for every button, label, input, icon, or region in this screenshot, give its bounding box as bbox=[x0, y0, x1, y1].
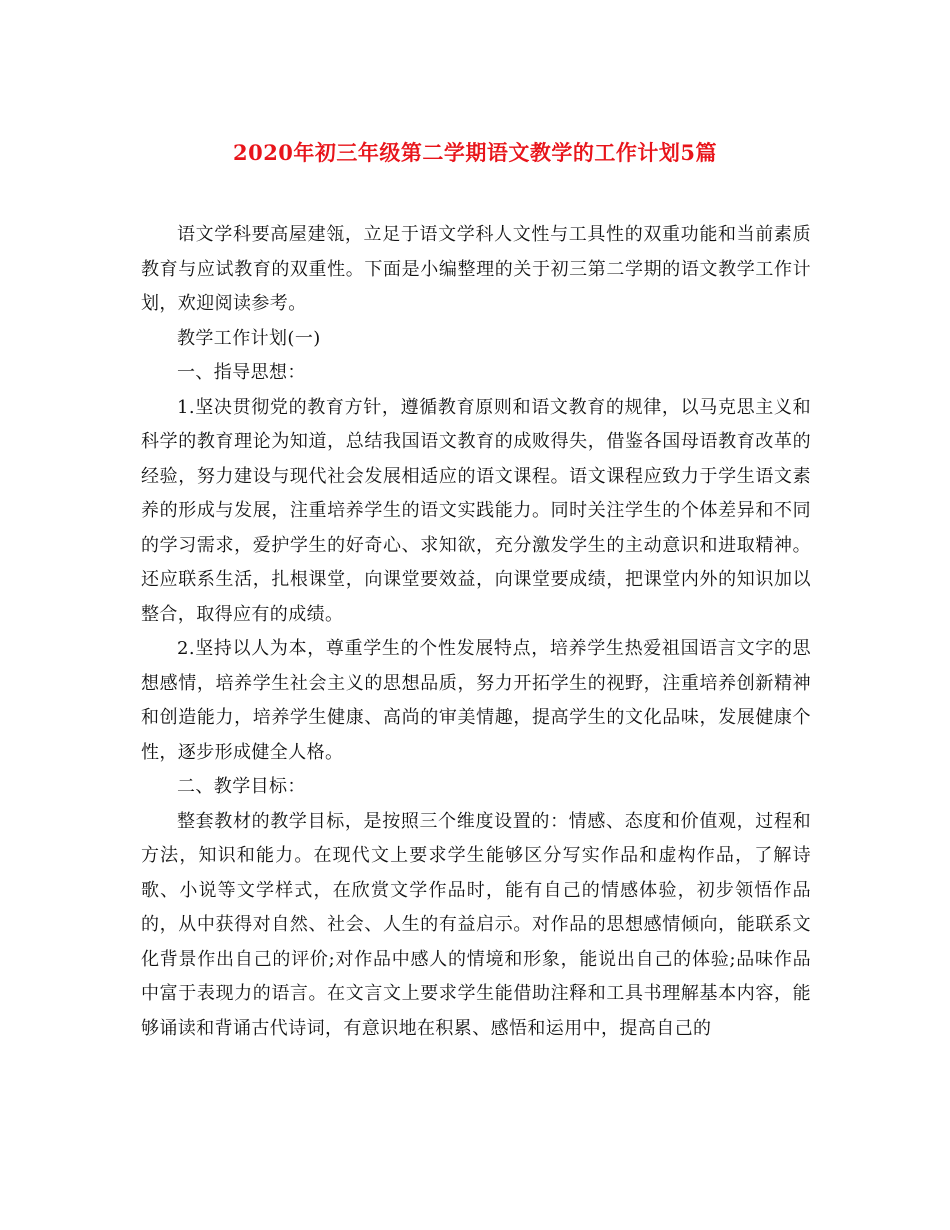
document-title: 2020年初三年级第二学期语文教学的工作计划5篇 bbox=[232, 140, 718, 165]
paragraph-point-1: 1.坚决贯彻党的教育方针，遵循教育原则和语文教育的规律，以马克思主义和科学的教育理论为知道，总结我国语文教育的成败得失，借鉴各国母语教育改革的经验，努力建设与现代社会发展相适应的语文课程。语文课程应致力于学生语文素养的形成与发展，注重培养学生的语文实践能力。同时关注学生的个体差异和不同的学习需求，爱护学生的好奇心、求知欲，充分激发学生的主动意识和进取精神。还应联系生活，扎根课堂，向课堂要效益，向课堂要成绩，把课堂内外的知识加以整合，取得应有的成绩。 bbox=[141, 396, 811, 625]
section-heading-guiding-thought: 一、指导思想： bbox=[177, 362, 306, 383]
document-body bbox=[141, 218, 811, 1046]
paragraph-point-2: 2.坚持以人为本，尊重学生的个性发展特点，培养学生热爱祖国语言文字的思想感情，培养学生社会主义的思想品质，努力开拓学生的视野，注重培养创新精神和创造能力，培养学生健康、高尚的审美情趣，提高学生的文化品味，发展健康个性，逐步形成健全人格。 bbox=[141, 638, 811, 763]
paragraph-teaching-goals: 整套教材的教学目标，是按照三个维度设置的：情感、态度和价值观，过程和方法，知识和能力。在现代文上要求学生能够区分写实作品和虚构作品，了解诗歌、小说等文学样式，在欣赏文学作品时，能有自己的情感体验，初步领悟作品的，从中获得对自然、社会、人生的有益启示。对作品的思想感情倾向，能联系文化背景作出自己的评价;对作品中感人的情境和形象，能说出自己的体验;品味作品中富于表现力的语言。在文言文上要求学生能借助注释和工具书理解基本内容，能够诵读和背诵古代诗词，有意识地在积累、感悟和运用中，提高自己的 bbox=[141, 810, 811, 1039]
section-heading-teaching-goals: 二、教学目标： bbox=[177, 776, 306, 797]
section-heading-plan-one: 教学工作计划(一) bbox=[177, 327, 321, 349]
intro-paragraph: 语文学科要高屋建瓴，立足于语文学科人文性与工具性的双重功能和当前素质教育与应试教育的双重性。下面是小编整理的关于初三第二学期的语文教学工作计划，欢迎阅读参考。 bbox=[141, 224, 811, 314]
